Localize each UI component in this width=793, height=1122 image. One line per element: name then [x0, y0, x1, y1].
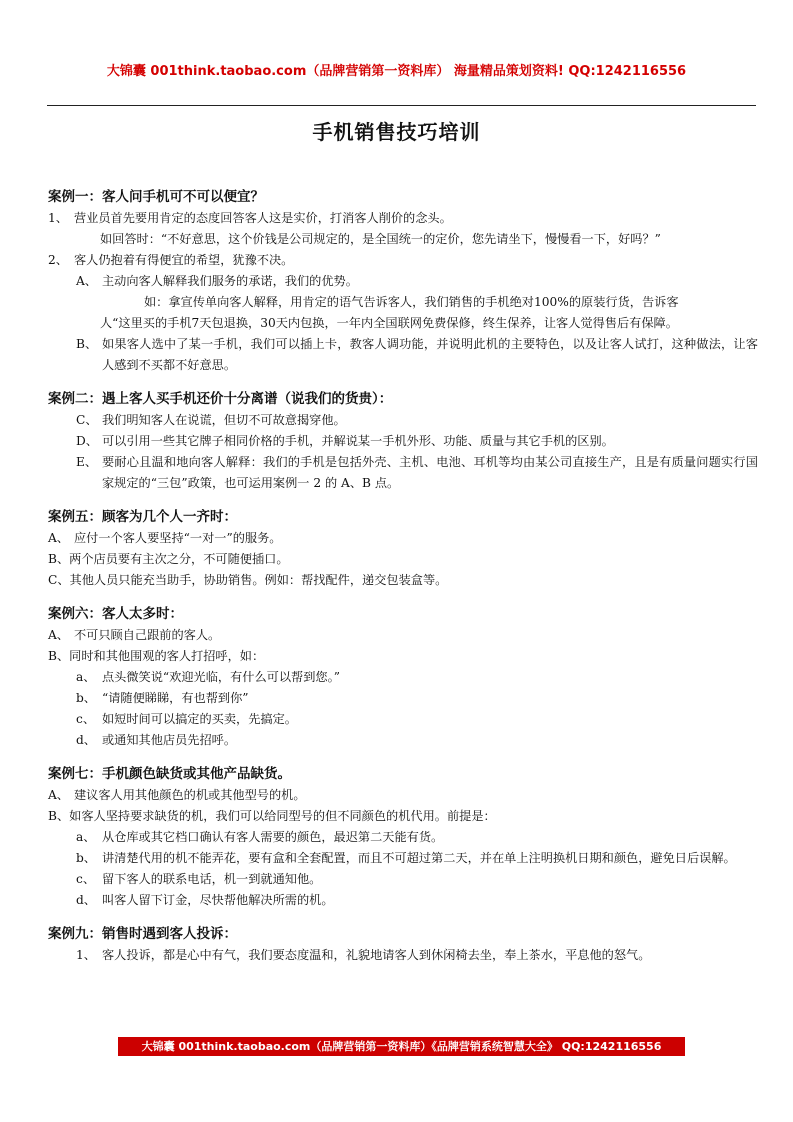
list-item: [48, 785, 758, 806]
list-marker: B、: [76, 337, 98, 351]
list-item: [48, 570, 758, 591]
list-item: [48, 452, 758, 494]
list-item: [48, 848, 758, 869]
document-title: 手机销售技巧培训: [312, 120, 481, 144]
list-text: 主动向客人解释我们服务的承诺，我们的优势。: [102, 274, 358, 288]
section-title: 案例五：顾客为几个人一齐时：: [48, 509, 237, 525]
page-footer-banner: 大锦囊 001think.taobao.com（品牌营销第一资料库）《品牌营销系统智慧大全》 QQ:1242116556: [118, 1037, 685, 1056]
list-text: 要耐心且温和地向客人解释：我们的手机是包括外壳、主机、电池、耳机等均由某公司直接生产，且是有质量问题实行国家规定的“三包”政策，也可运用案例一 2 的 A、B 点。: [102, 455, 758, 490]
list-text: 如短时间可以搞定的买卖，先搞定。: [102, 712, 297, 726]
list-marker: d、: [76, 733, 96, 747]
list-item: [48, 271, 758, 292]
list-marker: a、: [76, 670, 96, 684]
list-item: [48, 709, 758, 730]
list-item: [48, 806, 758, 827]
list-marker: D、: [76, 434, 98, 448]
list-text: 如：拿宣传单向客人解释，用肯定的语气告诉客人，我们销售的手机绝对100%的原装行货，告诉客: [144, 295, 679, 309]
list-marker: 2、: [48, 253, 68, 267]
page-header: 大锦囊 001think.taobao.com（品牌营销第一资料库） 海量精品策划资料! QQ:1242116556: [106, 64, 687, 79]
list-item: [48, 334, 758, 376]
list-text: 如客人坚持要求缺货的机，我们可以给同型号的但不同颜色的机代用。前提是：: [69, 809, 496, 823]
list-item: [48, 431, 758, 452]
list-text: 两个店员要有主次之分，不可随便插口。: [69, 552, 289, 566]
list-marker: A、: [48, 788, 69, 802]
list-marker: A、: [76, 274, 97, 288]
list-text: “请随便睇睇，有也帮到你”: [102, 691, 249, 705]
list-marker: C、: [76, 413, 98, 427]
list-text: 人“这里买的手机7天包退换，30天内包换，一年内全国联网免费保修，终生保养，让客人觉得售后有保障。: [100, 316, 678, 330]
list-marker: B、: [48, 809, 70, 823]
list-marker: E、: [76, 455, 98, 469]
list-marker: b、: [76, 851, 96, 865]
list-item: [48, 827, 758, 848]
list-item: [48, 549, 758, 570]
list-text: 营业员首先要用肯定的态度回答客人这是实价，打消客人削价的念头。: [74, 211, 452, 225]
list-item: [48, 229, 758, 250]
list-item: [48, 688, 758, 709]
list-marker: 1、: [76, 948, 96, 962]
list-item: [48, 625, 758, 646]
list-item: [48, 945, 758, 966]
list-marker: 1、: [48, 211, 68, 225]
list-text: 客人投诉，都是心中有气，我们要态度温和，礼貌地请客人到休闲椅去坐，奉上茶水，平息他的怒气。: [102, 948, 651, 962]
list-text: 留下客人的联系电话，机一到就通知他。: [102, 872, 322, 886]
list-item: [48, 730, 758, 751]
list-marker: b、: [76, 691, 96, 705]
section-title: 案例二：遇上客人买手机还价十分离谱（说我们的货贵）：: [48, 391, 393, 407]
list-text: 同时和其他围观的客人打招呼，如：: [69, 649, 265, 663]
list-text: 我们明知客人在说谎，但切不可故意揭穿他。: [102, 413, 346, 427]
list-text: 不可只顾自己跟前的客人。: [74, 628, 221, 642]
list-text: 应付一个客人要坚持“一对一”的服务。: [74, 531, 282, 545]
list-marker: a、: [76, 830, 96, 844]
list-text: 点头微笑说“欢迎光临，有什么可以帮到您。”: [102, 670, 340, 684]
section-title: 案例六：客人太多时：: [48, 606, 183, 622]
list-item: [48, 528, 758, 549]
list-item: [48, 410, 758, 431]
document-body: [48, 186, 758, 966]
list-text: 可以引用一些其它牌子相同价格的手机，并解说某一手机外形、功能、质量与其它手机的区别。: [102, 434, 614, 448]
list-text: 讲清楚代用的机不能弄花，要有盒和全套配置，而且不可超过第二天，并在单上注明换机日期和颜色，避免日后误解。: [102, 851, 736, 865]
list-item: [48, 667, 758, 688]
list-item: [48, 208, 758, 229]
list-marker: B、: [48, 552, 70, 566]
list-item: [48, 292, 758, 313]
section-title: 案例七：手机颜色缺货或其他产品缺货。: [48, 766, 291, 782]
section-title: 案例九：销售时遇到客人投诉：: [48, 926, 237, 942]
list-marker: A、: [48, 628, 69, 642]
list-item: [48, 313, 758, 334]
list-marker: C、: [48, 573, 70, 587]
list-marker: d、: [76, 893, 96, 907]
list-marker: c、: [76, 712, 96, 726]
list-text: 如回答时：“不好意思，这个价钱是公司规定的，是全国统一的定价，您先请坐下，慢慢看一下，好吗？”: [100, 232, 661, 246]
list-text: 叫客人留下订金，尽快帮他解决所需的机。: [102, 893, 334, 907]
list-marker: c、: [76, 872, 96, 886]
header-divider: [47, 105, 756, 106]
list-item: [48, 646, 758, 667]
list-text: 客人仍抱着有得便宜的希望，犹豫不决。: [74, 253, 294, 267]
list-text: 建议客人用其他颜色的机或其他型号的机。: [74, 788, 306, 802]
list-text: 或通知其他店员先招呼。: [102, 733, 237, 747]
list-item: [48, 869, 758, 890]
list-marker: B、: [48, 649, 70, 663]
section-title: 案例一：客人问手机可不可以便宜？: [48, 189, 264, 205]
list-text: 其他人员只能充当助手，协助销售。例如：帮找配件，递交包装盒等。: [69, 573, 448, 587]
list-item: [48, 250, 758, 271]
list-marker: A、: [48, 531, 69, 545]
list-text: 如果客人选中了某一手机，我们可以插上卡，教客人调功能，并说明此机的主要特色，以及让客人试打，这种做法，让客人感到不买都不好意思。: [102, 337, 758, 372]
list-text: 从仓库或其它档口确认有客人需要的颜色，最迟第二天能有货。: [102, 830, 444, 844]
list-item: [48, 890, 758, 911]
